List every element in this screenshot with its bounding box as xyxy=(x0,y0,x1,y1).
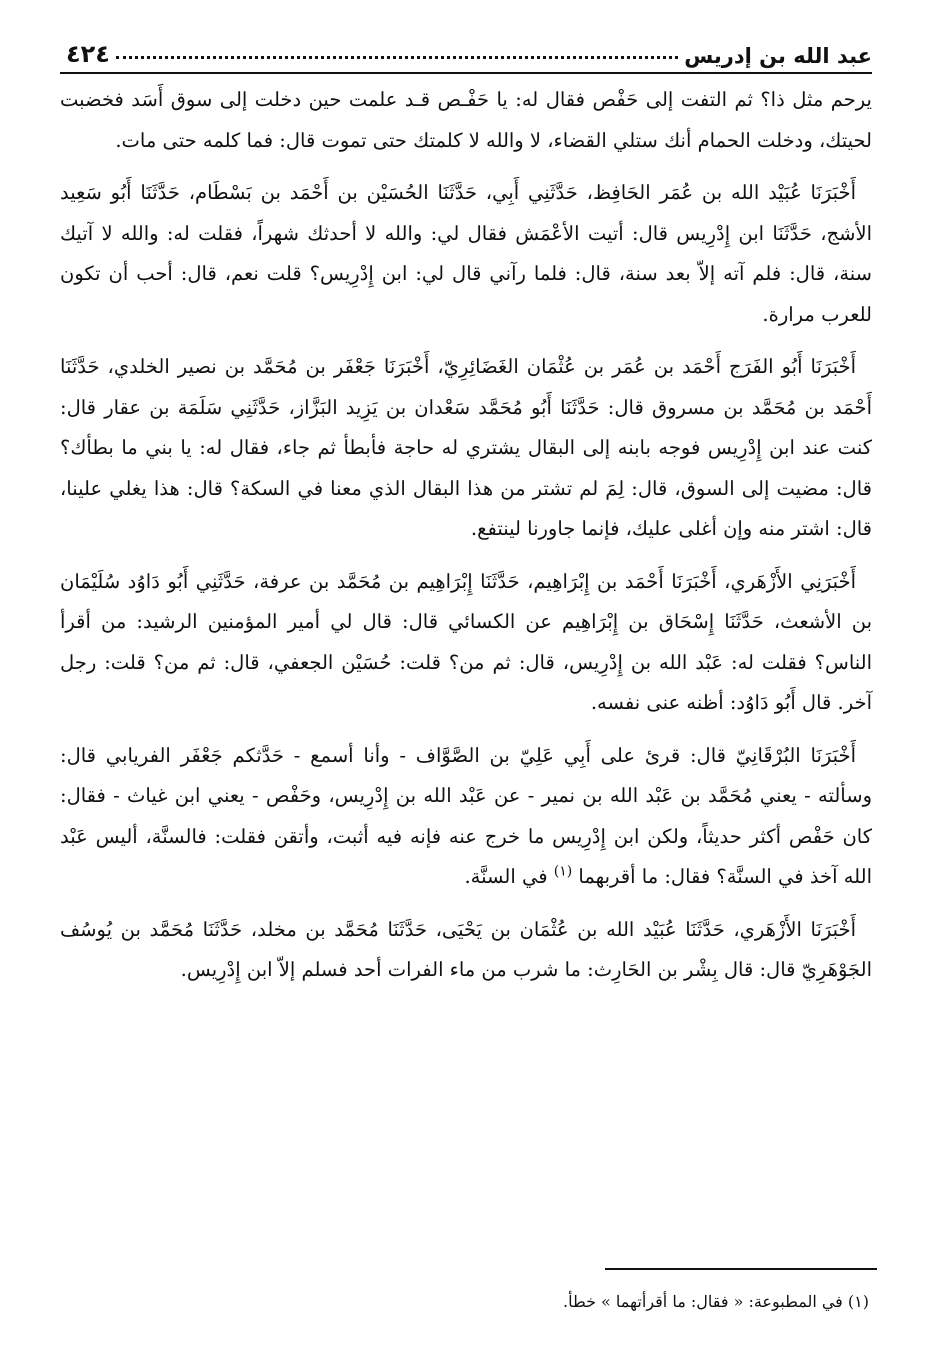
footnote-marker: (١) xyxy=(553,863,573,880)
paragraph-3: أَخْبَرَنَا أَبُو الفَرَج أَحْمَد بن عُمَر بن عُثْمَان الغَضَائِرِيّ، أَخْبَرَنَا جَعْفَر بن مُحَمَّد بن نصير الخلدي، حَدَّثَنَا أَحْمَد بن مُحَمَّد بن مسروق قال: حَدَّثَنَا أَبُو مُحَمَّد سَعْدان بن يَزِيد البَزَّاز، حَدَّثَنِي سَلَمَة بن عقار قال: كنت عند ابن إِدْرِيس فوجه بابنه إلى البقال يشتري له حاجة فأبطأ ثم جاء، فقال له: يا بني ما بطأك؟ قال: مضيت إلى السوق، قال: لِمَ لم تشتر من هذا البقال الذي معنا في السكة؟ قال: هذا يغلي علينا، قال: اشتر منه وإن أغلى عليك، فإنما جاورنا لينتفع. xyxy=(60,355,872,540)
header-dot-leader xyxy=(116,56,678,59)
running-title: عبد الله بن إدريس xyxy=(684,44,872,68)
paragraph-5-tail: في السنَّة. xyxy=(464,865,548,888)
paragraph-6: أَخْبَرَنَا الأَزْهَري، حَدَّثَنَا عُبَيْد الله بن عُثْمَان بن يَحْيَى، حَدَّثَنَا مُحَمَّد بن مخلد، حَدَّثَنَا مُحَمَّد بن يُوسُف الجَوْهَرِيّ قال: قال بِشْر بن الحَارِث: ما شرب من ماء الفرات أحد فسلم إلاّ ابن إِدْرِيس. xyxy=(60,917,872,981)
paragraph-5 xyxy=(60,736,872,898)
book-page xyxy=(60,34,872,1003)
footnote-separator xyxy=(605,1268,877,1270)
paragraph-5-text: أَخْبَرَنَا البُرْقَانِيّ قال: قرئ على أَبِي عَلِيّ بن الصَّوَّاف - وأنا أسمع - حَدَّثكم جَعْفَر الفريابي قال: وسألته - يعني مُحَمَّد بن عَبْد الله بن نمير - عن عَبْد الله بن إِدْرِيس، وحَفْص - يعني ابن غياث - فقال: كان حَفْص أكثر حديثاً، ولكن ابن إِدْرِيس ما خرج عنه فإنه فيه أثبت، وأتقن فقلت: فالسنَّة، أليس عَبْد الله آخذ في السنَّة؟ فقال: ما أقربهما xyxy=(60,743,872,888)
page-header xyxy=(60,34,872,74)
paragraph-1: يرحم مثل ذا؟ ثم التفت إلى حَفْص فقال له: يا حَفْـص قـد علمت حين دخلت إلى سوق أَسَد فخضبت لحيتك، ودخلت الحمام أنك ستلي القضاء، لا والله لا كلمتك حتى تموت قال: فما كلمه حتى مات. xyxy=(60,88,872,152)
paragraph-4: أَخْبَرَنِي الأَزْهَري، أَخْبَرَنَا أَحْمَد بن إِبْرَاهِيم، حَدَّثَنَا إِبْرَاهِيم بن مُحَمَّد بن عرفة، حَدَّثَنِي أَبُو دَاوُد سُلَيْمَان بن الأشعث، حَدَّثَنَا إِسْحَاق بن إِبْرَاهِيم عن الكسائي قال: قال لي أمير المؤمنين الرشيد: من أقرأ الناس؟ فقلت له: عَبْد الله بن إِدْرِيس، قال: ثم من؟ قلت: حُسَيْن الجعفي، قال: ثم من؟ قلت: رجل آخر. قال أَبُو دَاوُد: أظنه عنى نفسه. xyxy=(60,569,872,714)
footnote: (١) في المطبوعة: « فقال: ما أقرأتهما » خطأ. xyxy=(562,1292,869,1311)
body-text xyxy=(60,80,872,991)
paragraph-2: أَخْبَرَنَا عُبَيْد الله بن عُمَر الحَافِظ، حَدَّثَنِي أَبِي، حَدَّثَنَا الحُسَيْن بن أَحْمَد بن بَسْطَام، حَدَّثَنَا أَبُو سَعِيد الأشج، حَدَّثَنَا ابن إِدْرِيس قال: أتيت الأعْمَش فقال لي: والله لا أحدثك شهراً، فقلت له: والله لا آتيك سنة، قال: فلم آته إلاّ بعد سنة، قال: فلما رآني قال لي: ابن إِدْرِيس؟ قلت نعم، قال: أحب أن تكون للعرب مرارة. xyxy=(60,181,872,326)
page-number: ٤٢٤ xyxy=(66,40,110,68)
